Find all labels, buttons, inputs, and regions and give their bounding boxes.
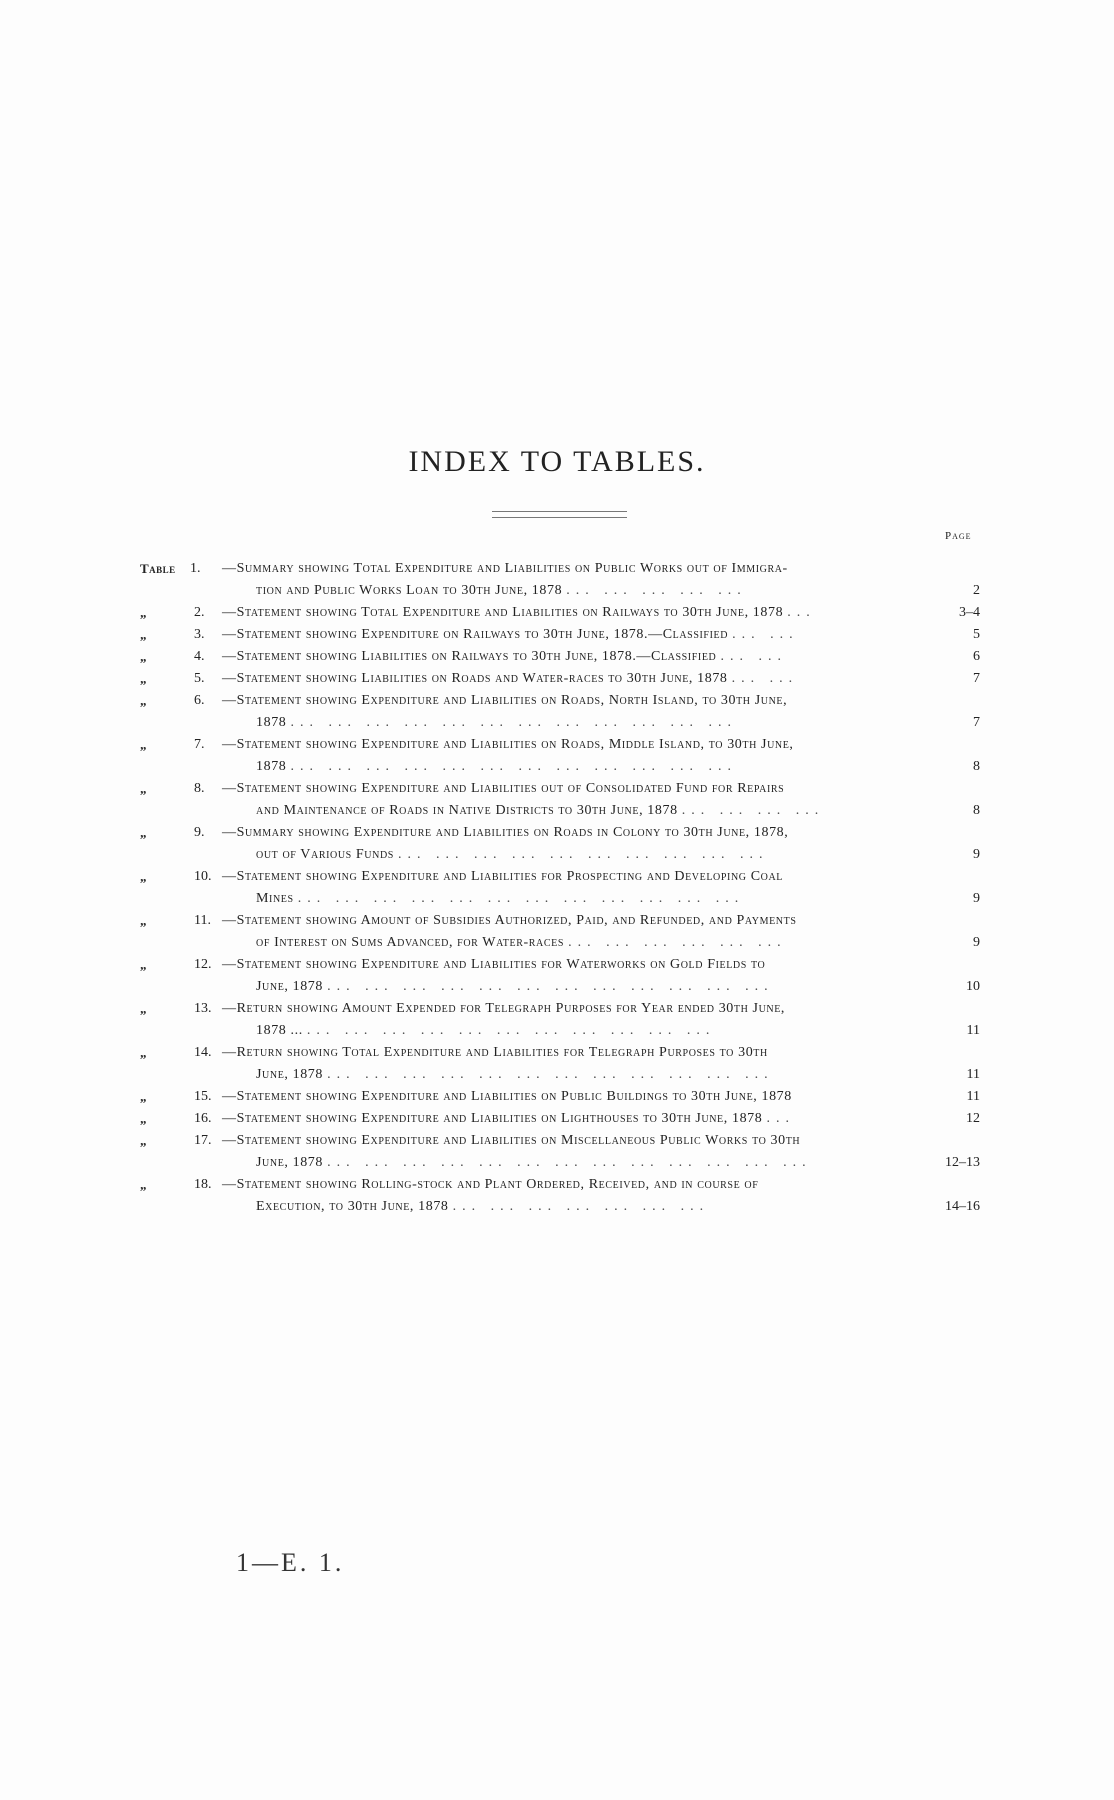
entry-leader-dots: ... ... ... ... ... ... ... ... ... ... ... ... [290, 715, 738, 730]
entry-continuation [222, 580, 928, 602]
index-entry [140, 822, 980, 866]
entry-continuation [222, 1196, 928, 1218]
entry-page-number: 11 [966, 1023, 980, 1038]
entry-continuation [222, 1020, 928, 1042]
entry-leader-dots: ... ... ... ... ... ... ... ... ... ... ... ... [297, 891, 745, 906]
entry-line-2: June, 1878 [256, 979, 323, 994]
entry-lead: „ [140, 1177, 147, 1192]
entry-description [222, 734, 928, 778]
entry-continuation [222, 932, 928, 954]
entry-continuation [222, 1152, 928, 1174]
entry-number: 8. [194, 781, 205, 796]
entry-description [222, 690, 928, 734]
index-entry [140, 558, 980, 602]
entry-description [222, 1130, 928, 1174]
entry-lead: „ [140, 627, 147, 642]
entry-description [222, 998, 928, 1042]
entry-continuation [222, 1064, 928, 1086]
entry-page-number: 8 [973, 759, 980, 774]
entry-description [222, 866, 928, 910]
entry-lead: „ [140, 913, 147, 928]
entry-line-2: tion and Public Works Loan to 30th June, 1878 [256, 583, 563, 598]
entry-lead: „ [140, 1133, 147, 1148]
index-entry [140, 1130, 980, 1174]
entry-lead: „ [140, 671, 147, 686]
entry-line-1: —Statement showing Total Expenditure and Liabilities on Railways to 30th June, 1878 [222, 605, 784, 620]
entry-lead: Table [140, 561, 176, 576]
entry-line-2: and Maintenance of Roads in Native Districts to 30th June, 1878 [256, 803, 678, 818]
index-entry [140, 998, 980, 1042]
entry-description [222, 558, 928, 602]
signature-mark: 1—E. 1. [236, 1548, 345, 1577]
entry-line-2: 1878 ... [256, 1023, 303, 1038]
entry-page-number: 9 [973, 935, 980, 950]
entry-number: 9. [194, 825, 205, 840]
entry-line-1: —Statement showing Rolling-stock and Plant Ordered, Received, and in course of [222, 1177, 759, 1192]
entry-continuation [222, 712, 928, 734]
entry-lead: „ [140, 1001, 147, 1016]
entry-line-1: —Summary showing Expenditure and Liabilities on Roads in Colony to 30th June, 1878, [222, 825, 789, 840]
index-entry [140, 668, 980, 690]
entry-leader-dots: ... ... ... ... ... ... ... ... ... ... ... ... [327, 1067, 774, 1082]
entry-leader-dots: ... ... ... ... ... ... ... ... ... ... ... ... ... [327, 1155, 812, 1170]
entry-line-1: —Statement showing Expenditure and Liabilities on Roads, Middle Island, to 30th June, [222, 737, 794, 752]
entry-continuation [222, 756, 928, 778]
entry-line-2: of Interest on Sums Advanced, for Water-races [256, 935, 564, 950]
entry-leader-dots: ... ... ... ... ... ... ... ... ... ... ... ... [327, 979, 774, 994]
entry-line-1: —Statement showing Expenditure and Liabilities for Prospecting and Developing Coal [222, 869, 783, 884]
index-entry [140, 734, 980, 778]
entry-page-number: 5 [973, 627, 980, 642]
index-entry [140, 1086, 980, 1108]
index-entry [140, 954, 980, 998]
entry-line-2: June, 1878 [256, 1067, 323, 1082]
entry-number: 18. [194, 1177, 212, 1192]
entry-lead: „ [140, 693, 147, 708]
entry-lead: „ [140, 1111, 147, 1126]
index-entry [140, 910, 980, 954]
entry-page-number: 12 [966, 1111, 980, 1126]
entry-leader-dots: ... ... ... ... ... ... ... ... ... ... ... [306, 1023, 716, 1038]
index-entry [140, 690, 980, 734]
entry-number: 6. [194, 693, 205, 708]
entry-description [222, 1108, 928, 1130]
entry-lead: „ [140, 957, 147, 972]
entry-page-number: 7 [973, 715, 980, 730]
entry-number: 4. [194, 649, 205, 664]
entry-continuation [222, 976, 928, 998]
entry-description [222, 1042, 928, 1086]
entry-lead: „ [140, 781, 147, 796]
entry-description [222, 778, 928, 822]
entry-page-number: 11 [966, 1067, 980, 1082]
entry-lead: „ [140, 869, 147, 884]
page-column-header: Page [945, 530, 972, 542]
entry-line-1: —Statement showing Expenditure and Liabilities out of Consolidated Fund for Repairs [222, 781, 785, 796]
entry-page-number: 10 [966, 979, 980, 994]
title-rule [492, 511, 627, 518]
index-entry [140, 1108, 980, 1130]
entry-line-1: —Statement showing Expenditure and Liabilities on Public Buildings to 30th June, 1878 [222, 1089, 792, 1104]
entry-page-number: 3–4 [959, 605, 980, 620]
entry-number: 15. [194, 1089, 212, 1104]
entry-description [222, 646, 928, 668]
page-title: INDEX TO TABLES. [408, 445, 706, 478]
entry-number: 13. [194, 1001, 212, 1016]
entry-continuation [222, 844, 928, 866]
entry-line-1: —Statement showing Liabilities on Roads and Water-races to 30th June, 1878 [222, 671, 728, 686]
entry-line-1: —Return showing Total Expenditure and Liabilities for Telegraph Purposes to 30th [222, 1045, 768, 1060]
entry-description [222, 624, 928, 646]
entry-page-number: 14–16 [945, 1199, 980, 1214]
entry-page-number: 8 [973, 803, 980, 818]
entry-leader-dots: ... ... [731, 671, 799, 686]
entry-line-1: —Statement showing Expenditure and Liabilities on Miscellaneous Public Works to 30th [222, 1133, 801, 1148]
entry-line-1: —Statement showing Expenditure and Liabilities on Roads, North Island, to 30th June, [222, 693, 788, 708]
entry-leader-dots: ... ... ... ... ... ... ... ... ... ... [398, 847, 769, 862]
entry-line-2: June, 1878 [256, 1155, 323, 1170]
entry-lead: „ [140, 605, 147, 620]
entry-line-2: 1878 [256, 759, 287, 774]
entry-number: 7. [194, 737, 205, 752]
entry-page-number: 9 [973, 847, 980, 862]
entry-leader-dots: ... ... [732, 627, 799, 642]
entry-line-2: Execution, to 30th June, 1878 [256, 1199, 449, 1214]
entry-number: 17. [194, 1133, 212, 1148]
entry-line-2: out of Various Funds [256, 847, 394, 862]
entry-description [222, 954, 928, 998]
entry-leader-dots: ... ... ... ... ... ... [568, 935, 787, 950]
entry-number: 16. [194, 1111, 212, 1126]
entry-leader-dots: ... ... [720, 649, 787, 664]
entry-number: 1. [190, 561, 201, 576]
entry-description [222, 668, 928, 690]
entry-description [222, 1174, 928, 1218]
entry-description [222, 910, 928, 954]
entry-leader-dots: ... ... ... ... ... [566, 583, 747, 598]
entry-description [222, 602, 928, 624]
entry-page-number: 11 [966, 1089, 980, 1104]
entry-page-number: 2 [973, 583, 980, 598]
index-entry [140, 646, 980, 668]
entry-line-1: —Statement showing Expenditure on Railways to 30th June, 1878.—Classified [222, 627, 729, 642]
entry-number: 14. [194, 1045, 212, 1060]
entry-number: 5. [194, 671, 205, 686]
entry-line-2: Mines [256, 891, 294, 906]
entry-page-number: 7 [973, 671, 980, 686]
entry-continuation [222, 800, 928, 822]
entry-leader-dots: ... ... ... ... ... ... ... [452, 1199, 710, 1214]
entry-line-1: —Statement showing Expenditure and Liabilities on Lighthouses to 30th June, 1878 [222, 1111, 763, 1126]
entry-lead: „ [140, 649, 147, 664]
entry-description [222, 1086, 928, 1108]
entry-number: 10. [194, 869, 212, 884]
entry-page-number: 6 [973, 649, 980, 664]
index-entry [140, 1174, 980, 1218]
index-entry [140, 602, 980, 624]
entry-lead: „ [140, 825, 147, 840]
entry-line-1: —Summary showing Total Expenditure and Liabilities on Public Works out of Immigra- [222, 561, 788, 576]
entry-page-number: 9 [973, 891, 980, 906]
entry-page-number: 12–13 [945, 1155, 980, 1170]
entry-lead: „ [140, 1089, 147, 1104]
entry-line-1: —Statement showing Liabilities on Railways to 30th June, 1878.—Classified [222, 649, 717, 664]
entry-lead: „ [140, 737, 147, 752]
entry-leader-dots: ... [766, 1111, 795, 1126]
entry-description [222, 822, 928, 866]
entry-number: 2. [194, 605, 205, 620]
entry-leader-dots: ... ... ... ... ... ... ... ... ... ... ... ... [290, 759, 738, 774]
entry-continuation [222, 888, 928, 910]
table-index [140, 558, 980, 1218]
entry-leader-dots: ... [787, 605, 816, 620]
entry-number: 3. [194, 627, 205, 642]
entry-number: 11. [194, 913, 211, 928]
index-entry [140, 624, 980, 646]
index-entry [140, 866, 980, 910]
entry-line-1: —Return showing Amount Expended for Telegraph Purposes for Year ended 30th June, [222, 1001, 786, 1016]
entry-line-1: —Statement showing Amount of Subsidies Authorized, Paid, and Refunded, and Payments [222, 913, 797, 928]
index-entry [140, 778, 980, 822]
entry-lead: „ [140, 1045, 147, 1060]
index-entry [140, 1042, 980, 1086]
entry-number: 12. [194, 957, 212, 972]
entry-line-2: 1878 [256, 715, 287, 730]
entry-leader-dots: ... ... ... ... [681, 803, 825, 818]
entry-line-1: —Statement showing Expenditure and Liabilities for Waterworks on Gold Fields to [222, 957, 766, 972]
